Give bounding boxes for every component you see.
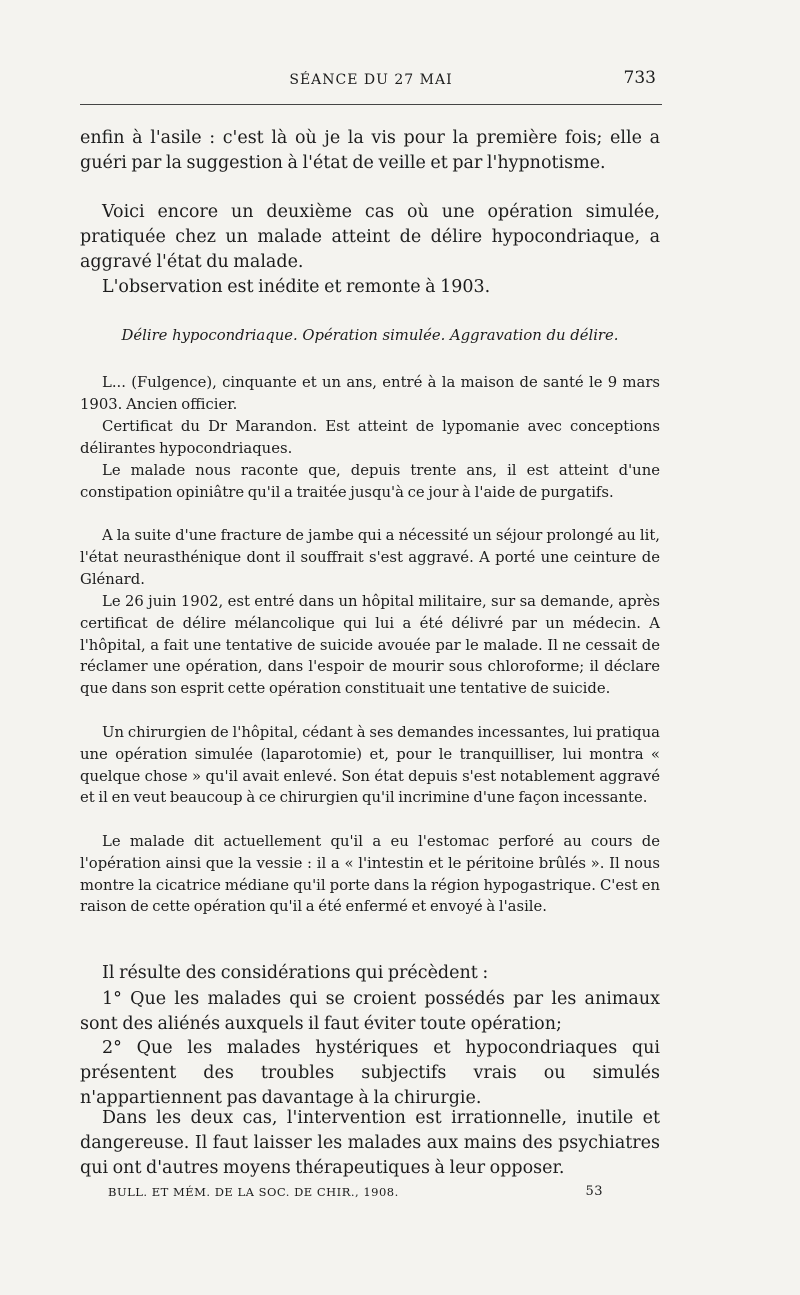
paragraph-intro-end: enfin à l'asile : c'est là où je la vis pour la première fois; elle a guéri par la suggestion à l'état de veille et par l'hypnotisme. — [80, 128, 660, 173]
running-header — [80, 68, 662, 96]
paragraph-observation: L'observation est inédite et remonte à 1903. — [102, 277, 491, 297]
footer-citation: BULL. ET MÉM. DE LA SOC. DE CHIR., 1908. — [108, 1185, 399, 1199]
header-title: SÉANCE DU 27 MAI — [289, 72, 453, 88]
case-paragraph-current-state: Le malade dit actuellement qu'il a eu l'estomac perforé au cours de l'opération ainsi que la vessie : il a « l'intestin et le péritoine brûlés ». Il nous montre la cicatrice médiane qu'il porte dans la région hypogastrique. C'est en raison de cette opération qu'il a été enfermé et envoyé à l'asile. — [80, 833, 660, 916]
case-paragraph-certificate: Certificat du Dr Marandon. Est atteint de lypomanie avec conceptions délirantes hypocondriaques. — [80, 418, 660, 457]
conclusion-intro: Il résulte des considérations qui précèdent : — [102, 963, 489, 983]
case-paragraph-hospital: Le 26 juin 1902, est entré dans un hôpital militaire, sur sa demande, après certificat de délire mélancolique qui lui a été délivré par un médecin. A l'hôpital, a fait une tentative de suicide avouée par le malade. Il ne cessait de réclamer une opération, dans l'espoir de mourir sous chloroforme; il déclare que dans son esprit cette opération constituait une tentative de suicide. — [80, 593, 660, 698]
conclusion-final: Dans les deux cas, l'intervention est irrationnelle, inutile et dangereuse. Il faut laisser les malades aux mains des psychiatres qui ont d'autres moyens thérapeutiques à leur opposer. — [80, 1108, 660, 1178]
case-paragraph-constipation: Le malade nous raconte que, depuis trente ans, il est atteint d'une constipation opiniâtre qu'il a traitée jusqu'à ce jour à l'aide de purgatifs. — [80, 462, 660, 501]
case-paragraph-operation: Un chirurgien de l'hôpital, cédant à ses demandes incessantes, lui pratiqua une opération simulée (laparotomie) et, pour le tranquilliser, lui montra « quelque chose » qu'il avait enlevé. Son état depuis s'est notablement aggravé et il en veut beaucoup à ce chirurgien qu'il incrimine d'une façon incessante. — [80, 724, 660, 807]
case-paragraph-fracture: A la suite d'une fracture de jambe qui a nécessité un séjour prolongé au lit, l'état neurasthénique dont il souffrait s'est aggravé. A porté une ceinture de Glénard. — [80, 527, 660, 588]
signature-number: 53 — [585, 1184, 603, 1199]
header-rule — [80, 104, 662, 105]
conclusion-point-2: 2° Que les malades hystériques et hypocondriaques qui présentent des troubles subjectifs vrais ou simulés n'appartiennent pas davantage à la chirurgie. — [80, 1038, 660, 1108]
conclusion-point-1: 1° Que les malades qui se croient possédés par les animaux sont des aliénés auxquels il faut éviter toute opération; — [80, 989, 660, 1034]
case-paragraph-identity: L... (Fulgence), cinquante et un ans, entré à la maison de santé le 9 mars 1903. Ancien officier. — [80, 374, 660, 413]
paragraph-second-case: Voici encore un deuxième cas où une opération simulée, pratiquée chez un malade atteint de délire hypocondriaque, a aggravé l'état du malade. — [80, 202, 660, 272]
page-footer — [108, 1185, 603, 1199]
page-number: 733 — [623, 68, 656, 88]
case-title: Délire hypocondriaque. Opération simulée. Aggravation du délire. — [121, 327, 619, 344]
